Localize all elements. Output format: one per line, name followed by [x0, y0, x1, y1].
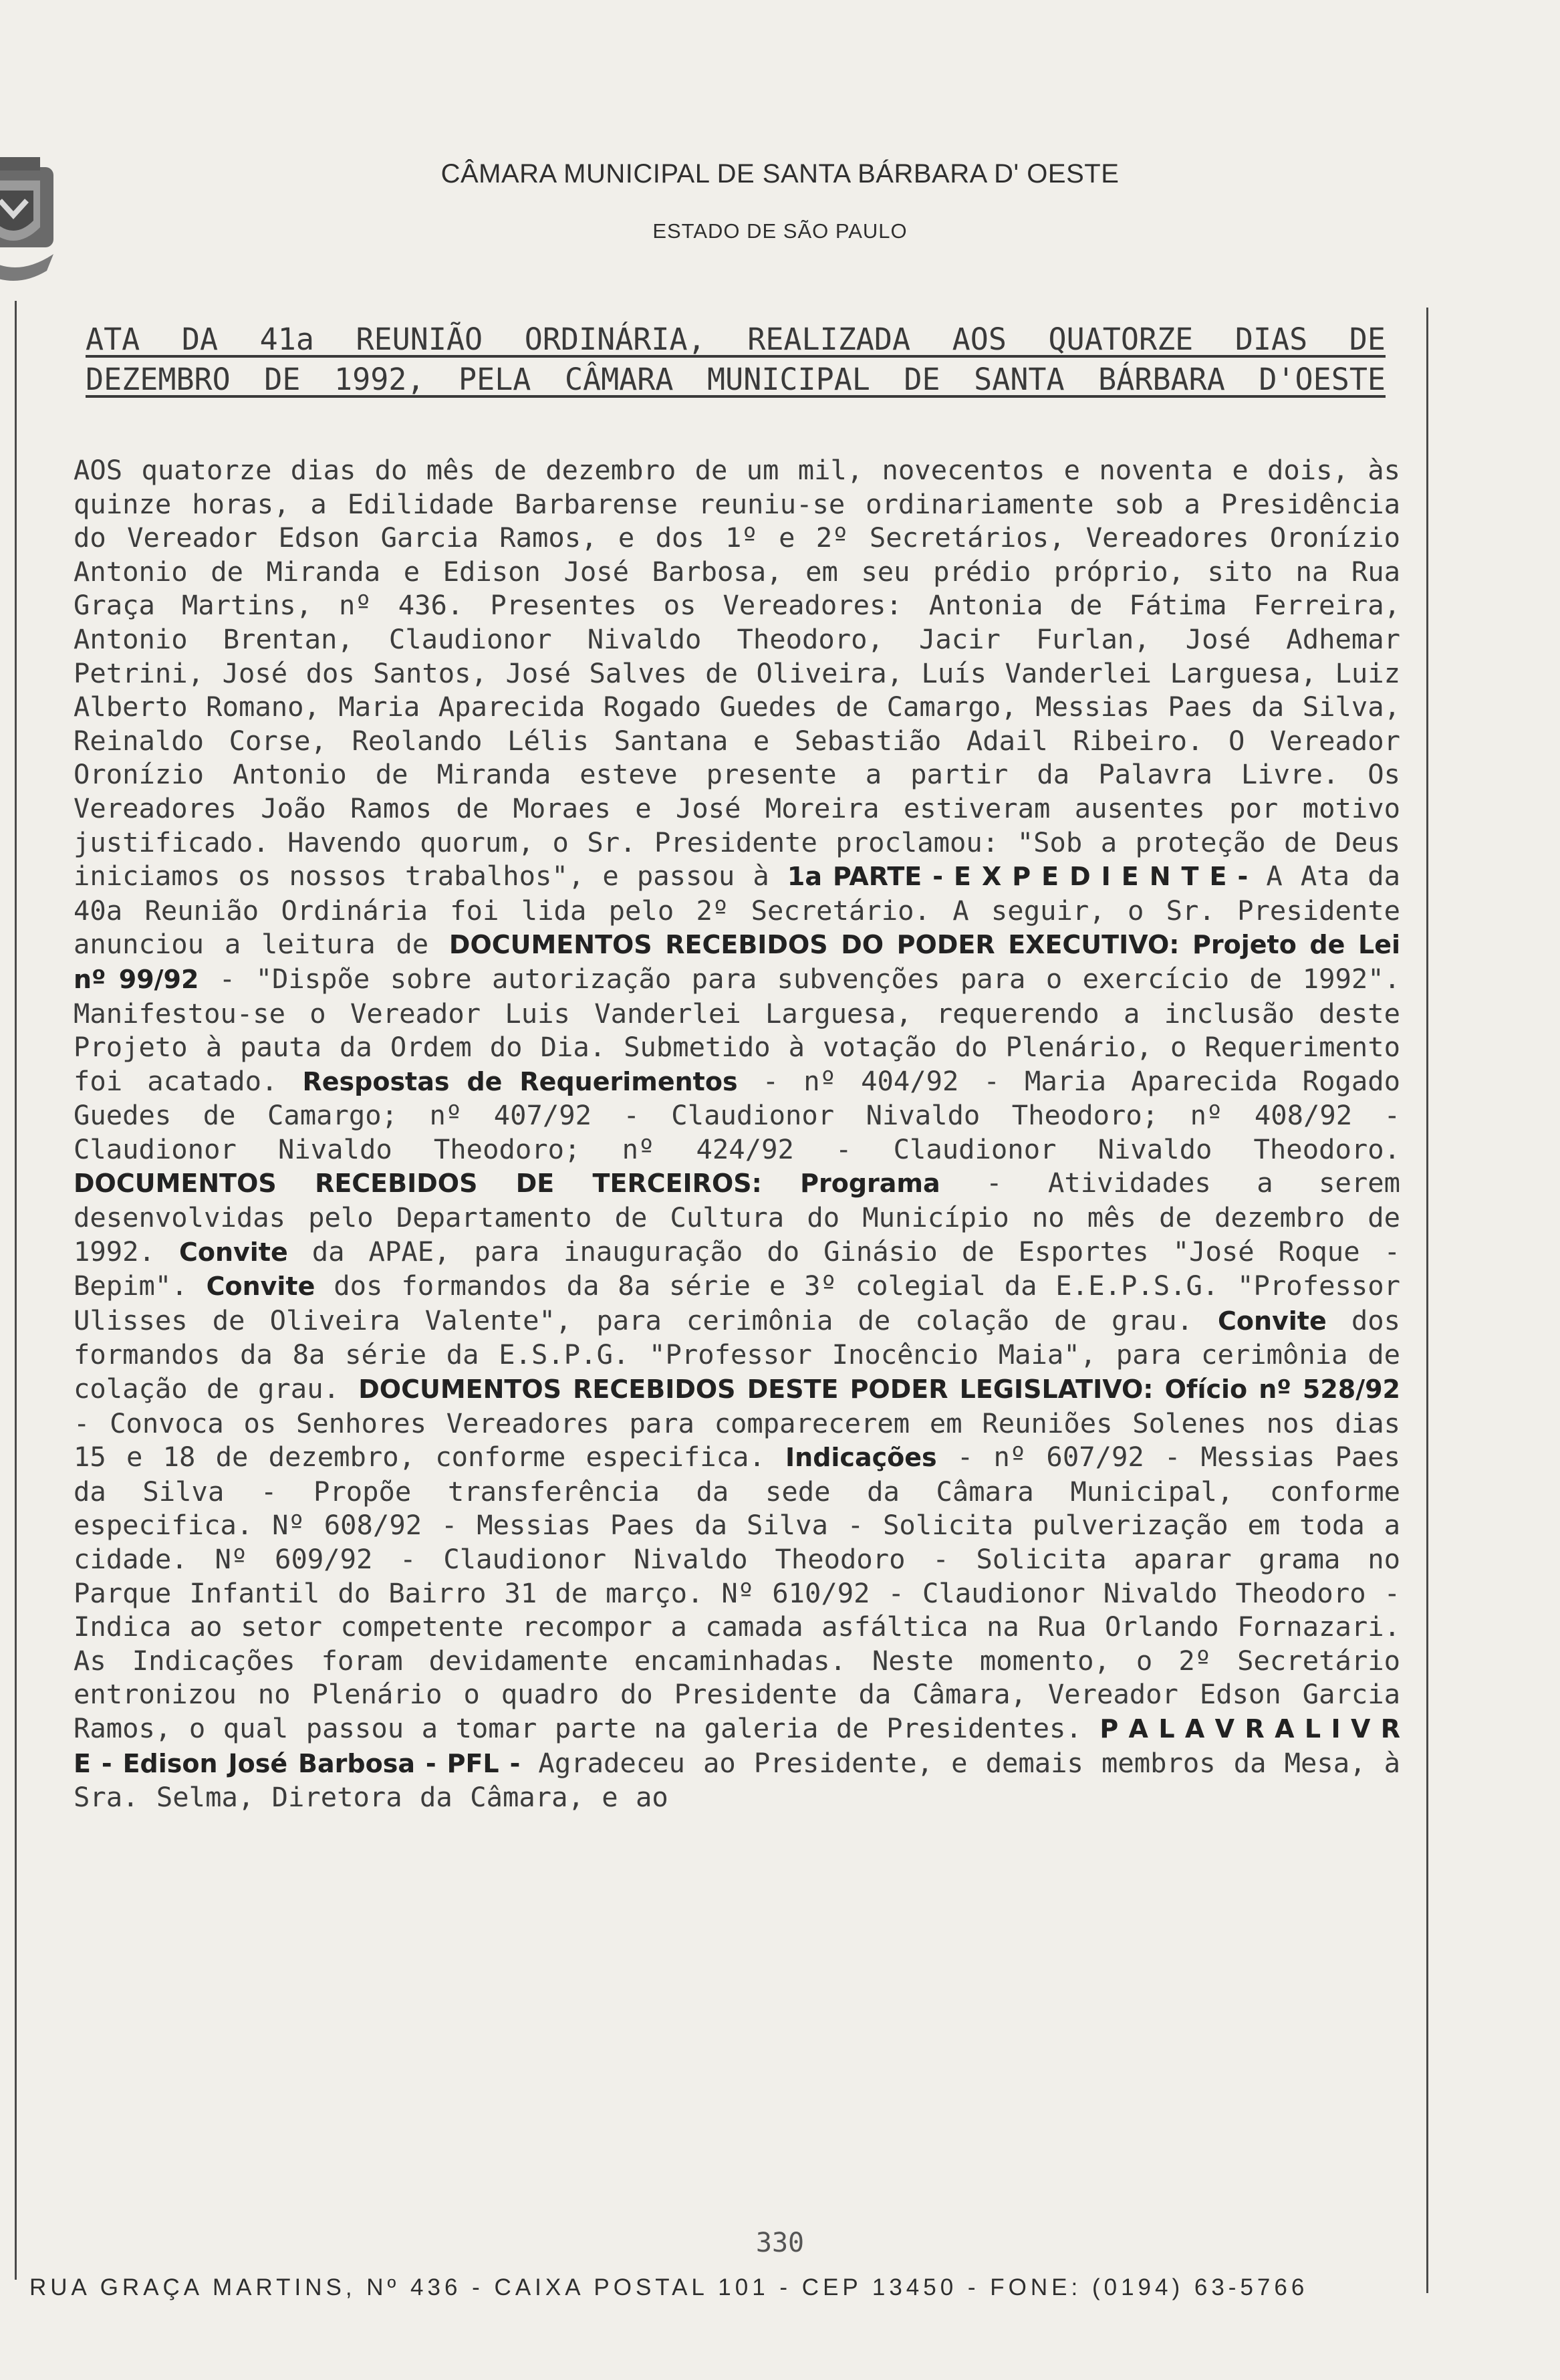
document-title-line: ATA DA 41a REUNIÃO ORDINÁRIA, REALIZADA AOS QUATORZE DIAS DE — [86, 322, 1386, 357]
body-text-run: - "Dispõe sobre autorização para subvenções para o exercício de 1992". Manifestou-se o Vereador Luis Vanderlei Larguesa, requerendo a inclusão deste Projeto à pauta da Ordem do Dia. Submetido à votação do Plenário, o Requerimento foi acatado. — [74, 962, 1400, 1097]
body-heading-run: P A L A V R A L I V R E - Edison José Barbosa - PFL - — [74, 1713, 1401, 1778]
body-text-run: - nº 607/92 - Messias Paes da Silva - Propõe transferência da sede da Câmara Municipal, conforme especifica. Nº 608/92 - Messias Paes da Silva - Solicita pulverização em toda a cidade. Nº 609/92 - Claudionor Nivaldo Theodoro - Solicita aparar grama no Parque Infantil do Bairro 31 de março. Nº 610/92 - Claudionor Nivaldo Theodoro - Indica ao setor competente recompor a camada asfáltica na Rua Orlando Fornazari. As Indicações foram devidamente encaminhadas. Neste momento, o 2º Secretário entronizou no Plenário o quadro do Presidente da Câmara, Vereador Edson Garcia Ramos, o qual passou a tomar parte na galeria de Presidentes. — [74, 1441, 1401, 1744]
body-heading-run: Indicações — [785, 1443, 937, 1473]
body-text-run: - Atividades a serem desenvolvidas pelo Departamento de Cultura do Município no mês de dezembro de 1992. — [74, 1167, 1400, 1268]
body-text-run: - nº 404/92 - Maria Aparecida Rogado Guedes de Camargo; nº 407/92 - Claudionor Nivaldo Theodoro; nº 408/92 - Claudionor Nivaldo Theodoro; nº 424/92 - Claudionor Nivaldo Theodoro. — [74, 1064, 1400, 1165]
page-number: 330 — [755, 2228, 805, 2258]
body-heading-run: 1a PARTE - E X P E D I E N T E - — [787, 862, 1249, 892]
body-heading-run: Convite — [178, 1237, 288, 1267]
body-text-run: Agradeceu ao Presidente, e demais membros da Mesa, à Sra. Selma, Diretora da Câmara, e ao — [74, 1746, 1400, 1814]
body-heading-run: DOCUMENTOS RECEBIDOS DE TERCEIROS: Programa — [74, 1169, 940, 1199]
margin-line-right — [1426, 308, 1428, 2293]
minutes-body-text — [74, 453, 1400, 2170]
body-heading-run: DOCUMENTOS RECEBIDOS DESTE PODER LEGISLATIVO: Ofício nº 528/92 — [358, 1375, 1401, 1405]
document-title — [86, 320, 1386, 400]
body-text-run: A Ata da 40a Reunião Ordinária foi lida pelo 2º Secretário. A seguir, o Sr. Presidente anunciou a leitura de — [74, 860, 1400, 961]
body-text-run: dos formandos da 8a série e 3º colegial da E.E.P.S.G. "Professor Ulisses de Oliveira Valente", para cerimônia de colação de grau. — [74, 1270, 1400, 1336]
body-heading-run: DOCUMENTOS RECEBIDOS DO PODER EXECUTIVO: Projeto de Lei nº 99/92 — [74, 930, 1400, 994]
body-text-run: da APAE, para inauguração do Ginásio de Esportes "José Roque - Bepim". — [74, 1235, 1400, 1302]
margin-line-left — [15, 301, 17, 2280]
document-title-line: DEZEMBRO DE 1992, PELA CÂMARA MUNICIPAL DE SANTA BÁRBARA D'OESTE — [86, 362, 1386, 397]
body-text-run: - Convoca os Senhores Vereadores para comparecerem em Reuniões Solenes nos dias 15 e 18 de dezembro, conforme especifica. — [74, 1407, 1400, 1473]
body-text-run: dos formandos da 8a série da E.S.P.G. "Professor Inocêncio Maia", para cerimônia de colação de grau. — [74, 1304, 1400, 1405]
body-heading-run: Respostas de Requerimentos — [302, 1066, 738, 1096]
letterhead-subtitle: ESTADO DE SÃO PAULO — [652, 219, 908, 243]
footer-address: RUA GRAÇA MARTINS, Nº 436 - CAIXA POSTAL 101 - CEP 13450 - FONE: (0194) 63-5766 — [29, 2274, 1309, 2300]
body-text-run: AOS quatorze dias do mês de dezembro de um mil, novecentos e noventa e dois, às quinze horas, a Edilidade Barbarense reuniu-se ordinariamente sob a Presidência do Vereador Edson Garcia Ramos, e dos 1º e 2º Secretários, Vereadores Oronízio Antonio de Miranda e Edison José Barbosa, em seu prédio próprio, sito na Rua Graça Martins, nº 436. Presentes os Vereadores: Antonia de Fátima Ferreira, Antonio Brentan, Claudionor Nivaldo Theodoro, Jacir Furlan, José Adhemar Petrini, José dos Santos, José Salves de Oliveira, Luís Vanderlei Larguesa, Luiz Alberto Romano, Maria Aparecida Rogado Guedes de Camargo, Messias Paes da Silva, Reinaldo Corse, Reolando Lélis Santana e Sebastião Adail Ribeiro. O Vereador Oronízio Antonio de Miranda esteve presente a partir da Palavra Livre. Os Vereadores João Ramos de Moraes e José Moreira estiveram ausentes por motivo justificado. Havendo quorum, o Sr. Presidente proclamou: "Sob a proteção de Deus iniciamos os nossos trabalhos", e passou à — [74, 454, 1400, 892]
body-heading-run: Convite — [206, 1272, 315, 1302]
letterhead-title: CÂMARA MUNICIPAL DE SANTA BÁRBARA D' OESTE — [440, 159, 1120, 189]
body-heading-run: Convite — [1217, 1306, 1327, 1336]
